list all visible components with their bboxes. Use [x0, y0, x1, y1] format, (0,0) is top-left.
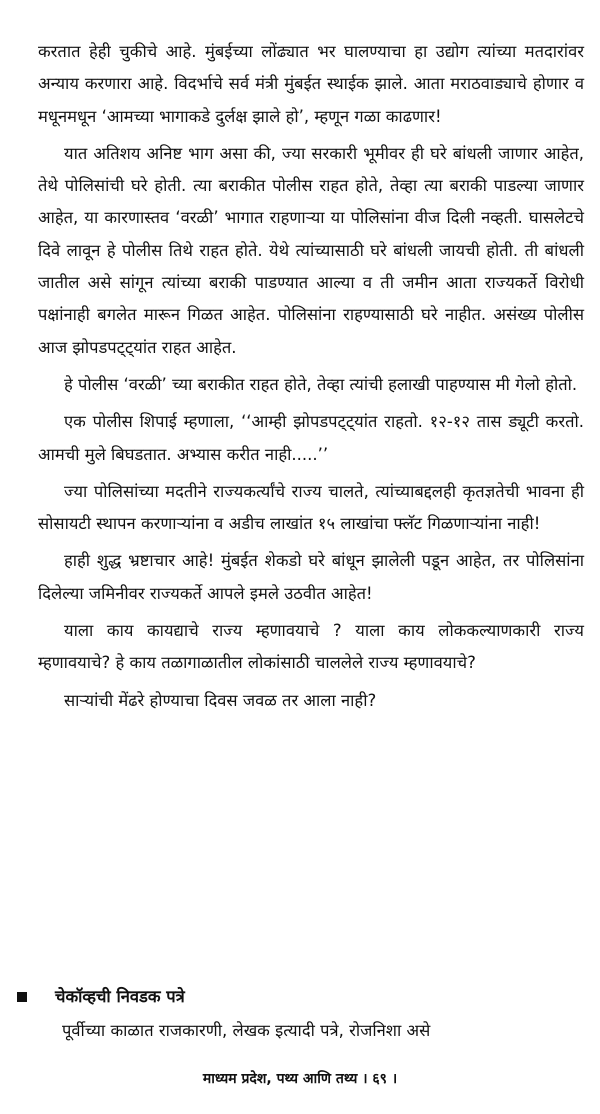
paragraph-4: एक पोलीस शिपाई म्हणाला, ‘‘आम्ही झोपडपट्ट्यांत राहतो. १२-१२ तास ड्यूटी करतो. आमची मुले बिघडतात. अभ्यास करीत नाही.....’’ [38, 412, 584, 464]
paragraph-2: यात अतिशय अनिष्ट भाग असा की, ज्या सरकारी भूमीवर ही घरे बांधली जाणार आहेत, तेथे पोलिसांची घरे होती. त्या बराकीत पोलीस राहत होते, तेव्हा त्या बराकी पाडल्या जाणार आहेत, या कारणास्तव ‘वरळी’ भागात राहणाऱ्या या पोलिसांना वीज दिली नव्हती. घासलेटचे दिवे लावून हे पोलीस तिथे राहत होते. येथे त्यांच्यासाठी घरे बांधली जायची होती. ती बांधली जातील असे सांगून त्यांच्या बराकी पाडण्यात आल्या व ती जमीन आता राज्यकर्ते विरोधी पक्षांनाही बगलेत मारून गिळत आहेत. पोलिसांना राहण्यासाठी घरे नाहीत. असंख्य पोलीस आज झोपडपट्ट्यांत राहत आहेत. [38, 143, 584, 357]
section-heading-text: चेकॉव्हची निवडक पत्रे [55, 987, 185, 1006]
paragraph-6: हाही शुद्ध भ्रष्टाचार आहे! मुंबईत शेकडो घरे बांधून झालेली पडून आहेत, तर पोलिसांना दिलेल्या जमिनीवर राज्यकर्ते आपले इमले उठवीत आहेत! [38, 551, 584, 603]
paragraph-1: करतात हेही चुकीचे आहे. मुंबईच्या लोंढ्यात भर घालण्याचा हा उद्योग त्यांच्या मतदारांवर अन्याय करणारा आहे. विदर्भाचे सर्व मंत्री मुंबईत स्थाईक झाले. आता मराठवाड्याचे होणार व मधूनमधून ‘आमच्या भागाकडे दुर्लक्ष झाले हो’, म्हणून गळा काढणार! [38, 42, 584, 126]
section-paragraph: पूर्वीच्या काळात राजकारणी, लेखक इत्यादी पत्रे, रोजनिशा असे [62, 1021, 431, 1040]
body-text [38, 36, 584, 722]
page-footer: माध्यम प्रदेश, पथ्य आणि तथ्य । ६९ । [202, 1071, 398, 1087]
square-bullet-icon [17, 992, 27, 1002]
paragraph-7: याला काय कायद्याचे राज्य म्हणावयाचे ? याला काय लोककल्याणकारी राज्य म्हणावयाचे? हे काय तळागाळातील लोकांसाठी चाललेले राज्य म्हणावयाचे? [38, 621, 584, 673]
section-heading [14, 985, 594, 1009]
paragraph-5: ज्या पोलिसांच्या मदतीने राज्यकर्त्यांचे राज्य चालते, त्यांच्याबद्दलही कृतज्ञतेची भावना ही सोसायटी स्थापन करणाऱ्यांना व अडीच लाखांत १५ लाखांचा फ्लॅट गिळणाऱ्यांना नाही! [38, 481, 584, 534]
paragraph-8: साऱ्यांची मेंढरे होण्याचा दिवस जवळ तर आला नाही? [64, 690, 377, 710]
paragraph-3: हे पोलीस ‘वरळी’ च्या बराकीत राहत होते, तेव्हा त्यांची हलाखी पाहण्यास मी गेलो होतो. [64, 374, 578, 394]
next-section [14, 985, 594, 1045]
